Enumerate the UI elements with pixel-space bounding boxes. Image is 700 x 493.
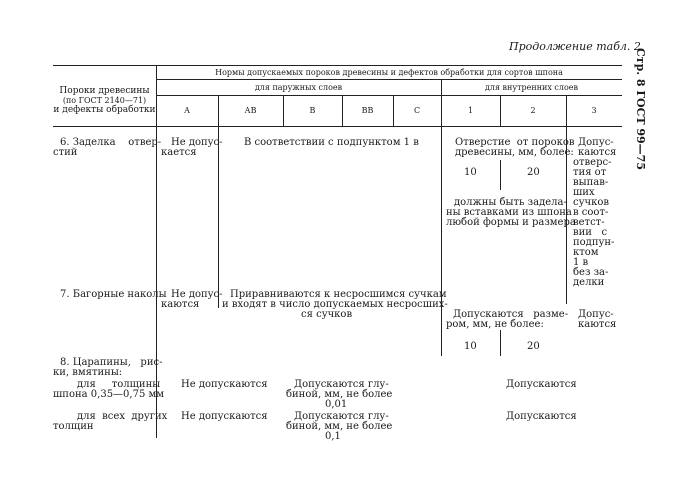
row8-sub1-b-c-l2: биной, мм, не более: [286, 389, 393, 400]
row6-g3-l9: ветст-: [573, 217, 605, 228]
grade-c: С: [413, 106, 421, 115]
row6-defect-l1: 6. Заделка отвер-: [60, 137, 162, 148]
row6-grade-a-l2: кается: [161, 147, 197, 158]
row6-inner-top-l1: Отверстие от пороков: [455, 137, 575, 148]
subheader-rule: [156, 79, 622, 80]
continuation-label: Продолжение табл. 2: [509, 40, 641, 53]
row8-sub2-inner: Допускаются: [506, 411, 577, 422]
side-page-header: [630, 48, 650, 178]
row7-ab-c-l1: Приравниваются к несросшимся сучкам: [230, 289, 447, 300]
row6-g3-l15: делки: [573, 277, 605, 288]
row6-g3-l13: 1 в: [573, 257, 589, 268]
grade-a: А: [183, 106, 191, 115]
row6-defect-l2: стий: [53, 147, 78, 158]
row6-g3-l7: сучков: [573, 197, 609, 208]
body-divider-1-2: [500, 160, 501, 190]
row7-g3-l2: каются: [578, 319, 617, 330]
row8-sub1-b-c-l3: 0,01: [325, 399, 348, 410]
row6-g3-l10: вии с: [573, 227, 608, 238]
row8-sub1-label-l2: шпона 0,35—0,75 мм: [53, 389, 165, 400]
defects-header-l1: Пороки древесины: [59, 86, 150, 96]
body-divider-1-2-r7: [500, 330, 501, 356]
inner-layers-label: для внутренних слоев: [484, 83, 579, 92]
row6-g3-l14: без за-: [573, 267, 609, 278]
row7-inner-l2: ром, мм, не более:: [446, 319, 544, 330]
row8-sub1-b-c-l1: Допускаются глу-: [294, 379, 389, 390]
outer-layers-label: для паружных слоев: [254, 83, 343, 92]
defects-header-l3: и дефекты обработки: [53, 105, 156, 115]
norms-title: Нормы допускаемых пороков древесины и дефектов обработки для сортов шпона: [215, 68, 563, 77]
row6-value-1: 10: [464, 167, 477, 178]
row8-sub1-label-l1: для толщины: [77, 379, 161, 390]
row6-g3-l2: каются: [578, 147, 617, 158]
row7-grade-a-l2: каются: [161, 299, 200, 310]
row8-sub2-label-l1: для всех других: [77, 411, 168, 422]
header-bottom-rule: [53, 126, 622, 127]
grade-ab: АВ: [244, 106, 257, 115]
grade-1: 1: [467, 106, 474, 115]
grade-2: 2: [530, 106, 536, 115]
row6-g3-l11: подпун-: [573, 237, 615, 248]
grade-bb: ВВ: [361, 106, 374, 115]
row6-grade-a-l1: Не допус-: [171, 137, 223, 148]
row6-g3-l4: тия от: [573, 167, 607, 178]
row6-g3-l12: ктом: [573, 247, 599, 258]
row6-g3-l8: в соот-: [573, 207, 609, 218]
side-header-text: Стр. 8 ГОСТ 99—75: [634, 48, 647, 170]
row6-g3-l6: ших: [573, 187, 595, 198]
row8-sub2-b-c-l2: биной, мм, не более: [286, 421, 393, 432]
row6-g3-l3: отверс-: [573, 157, 612, 168]
row8-defect-l2: ки, вмятины:: [53, 367, 123, 378]
row7-grade-a-l1: Не допус-: [171, 289, 223, 300]
row7-inner-l1: Допускаются разме-: [453, 309, 569, 320]
grade-3: 3: [591, 106, 597, 115]
row8-sub2-b-c-l3: 0,1: [325, 431, 341, 442]
row7-defect: 7. Багорные наколы: [60, 289, 167, 300]
row6-ab-c-text: В соответствии с подпунктом 1 в: [244, 137, 419, 148]
group-rule: [156, 95, 622, 96]
row6-g3-l1: Допус-: [578, 137, 614, 148]
row6-inner-top-l2: древесины, мм, более:: [455, 147, 574, 158]
row7-value-2: 20: [527, 341, 540, 352]
row6-inner-bottom-l2: ны вставками из шпона: [446, 207, 572, 218]
row6-inner-bottom-l1: должны быть задела-: [454, 197, 567, 208]
row7-ab-c-l3: ся сучков: [301, 309, 353, 320]
row8-sub2-b-c-l1: Допускаются глу-: [294, 411, 389, 422]
row7-g3-l1: Допус-: [578, 309, 614, 320]
row8-sub1-inner: Допускаются: [506, 379, 577, 390]
row6-value-2: 20: [527, 167, 540, 178]
row8-defect-l1: 8. Царапины, рис-: [60, 357, 163, 368]
row8-sub2-a-ab: Не допускаются: [181, 411, 268, 422]
row8-sub2-label-l2: толщин: [53, 421, 94, 432]
table-top-rule: [53, 65, 622, 66]
row6-inner-bottom-l3: любой формы и размера: [446, 217, 576, 228]
row7-ab-c-l2: и входят в число допускаемых несросших-: [222, 299, 448, 310]
row8-sub1-a-ab: Не допускаются: [181, 379, 268, 390]
defects-header-l2: (по ГОСТ 2140—71): [62, 96, 147, 105]
body-divider-a-ab: [218, 126, 219, 308]
body-divider-inner: [441, 126, 442, 356]
grade-b: В: [309, 106, 316, 115]
row6-g3-l5: выпав-: [573, 177, 609, 188]
row7-value-1: 10: [464, 341, 477, 352]
